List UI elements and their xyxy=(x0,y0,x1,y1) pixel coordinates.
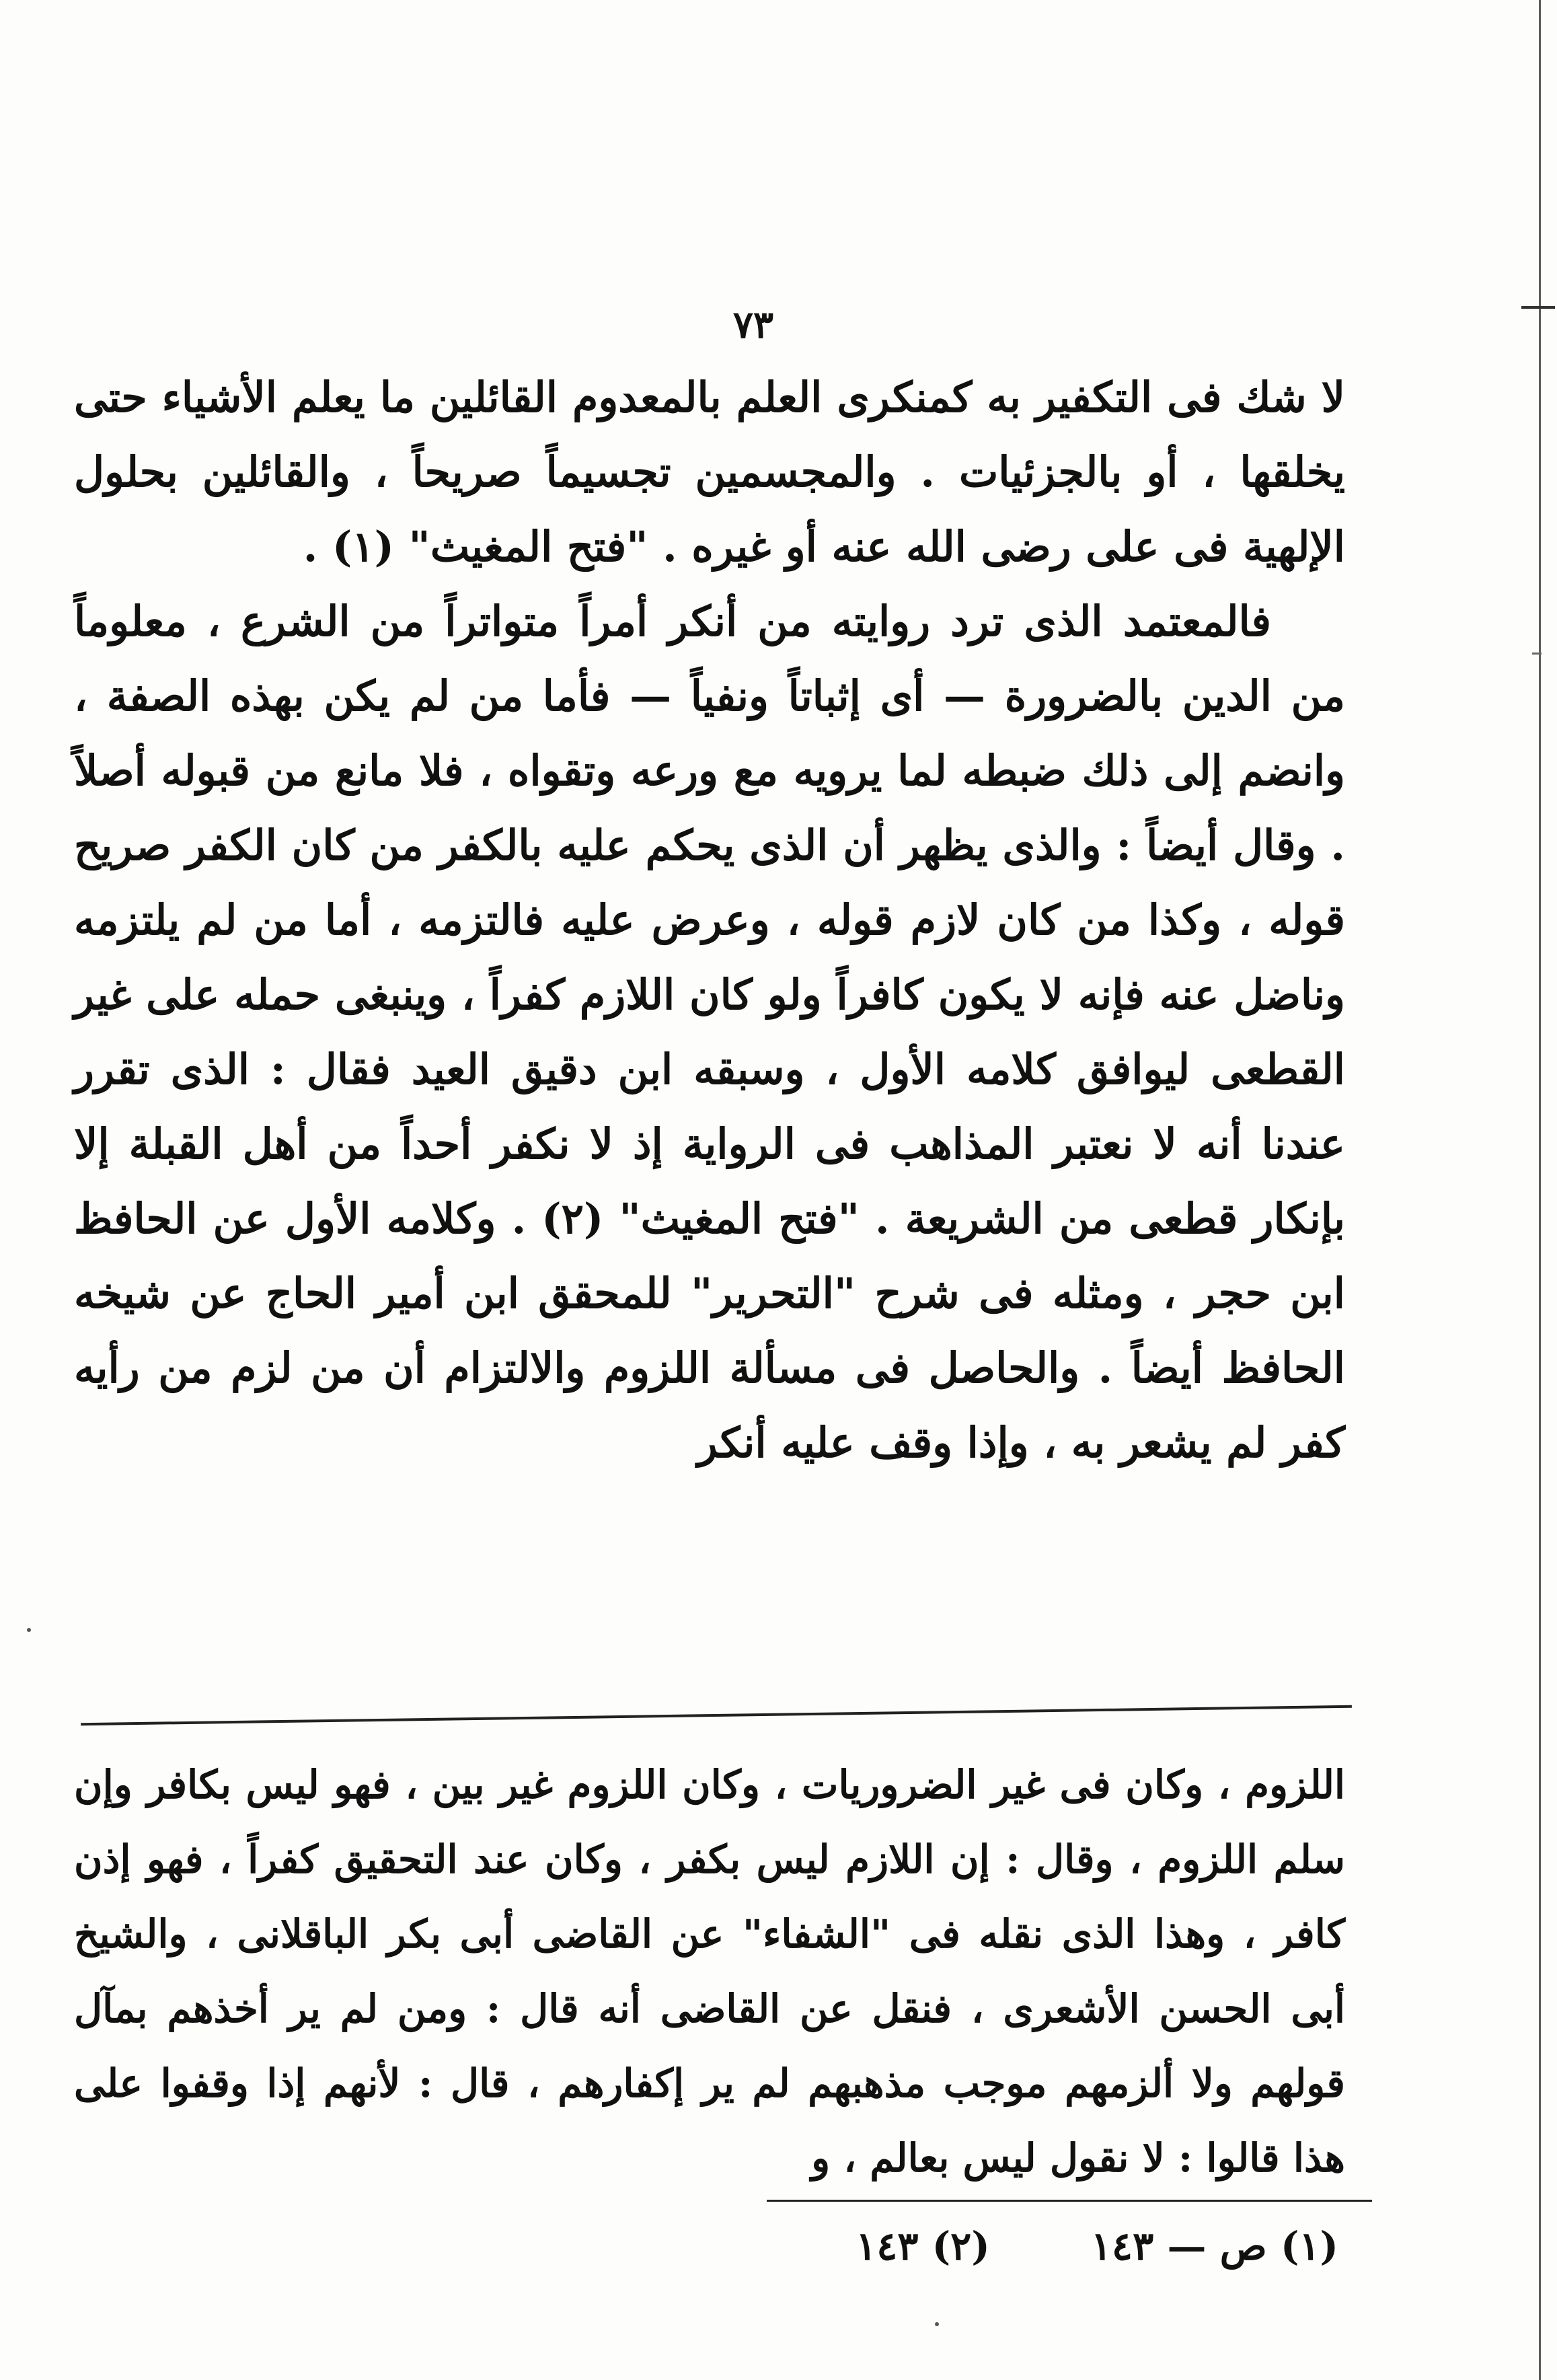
page-edge-tick xyxy=(1521,306,1555,309)
page-edge-dash xyxy=(1532,653,1542,655)
footnotes xyxy=(686,2223,1338,2269)
underline-rule xyxy=(81,1705,1352,1725)
scan-speck xyxy=(27,1628,31,1632)
paragraph-1: لا شك فى التكفير به كمنكرى العلم بالمعدوم القائلين ما يعلم الأشياء حتى يخلقها ، أو بالجزئيات . والمجسمين تجسيماً صريحاً ، والقائلين بحلول الإلهية فى على رضى الله عنه أو غيره . "فتح المغيث" (١) . xyxy=(74,373,1345,571)
page-number: ٧٣ xyxy=(732,303,774,347)
footnote-1: (١) ص — ١٤٣ xyxy=(1090,2223,1338,2269)
paragraph-2: فالمعتمد الذى ترد روايته من أنكر أمراً متواتراً من الشرع ، معلوماً من الدين بالضرورة — أى إثباتاً ونفياً — فأما من لم يكن بهذه الصفة ، وانضم إلى ذلك ضبطه لما يرويه مع ورعه وتقواه ، فلا مانع من قبوله أصلاً . وقال أيضاً : والذى يظهر أن الذى يحكم عليه بالكفر من كان الكفر صريح قوله ، وكذا من كان لازم قوله ، وعرض عليه فالتزمه ، أما من لم يلتزمه وناضل عنه فإنه لا يكون كافراً ولو كان اللازم كفراً ، وينبغى حمله على غير القطعى ليوافق كلامه الأول ، وسبقه ابن دقيق العيد فقال : الذى تقرر عندنا أنه لا نعتبر المذاهب فى الرواية إذ لا نكفر أحداً من أهل القبلة إلا بإنكار قطعى من الشريعة . "فتح المغيث" (٢) . وكلامه الأول عن الحافظ ابن حجر ، ومثله فى شرح "التحرير" للمحقق ابن أمير الحاج عن شيخه الحافظ أيضاً . والحاصل فى مسألة اللزوم والالتزام أن من لزم من رأيه كفر لم يشعر به ، وإذا وقف عليه أنكر xyxy=(74,597,1346,1467)
scan-speck xyxy=(935,2322,939,2326)
main-text-block xyxy=(74,360,1345,1480)
lower-text-block xyxy=(74,1748,1345,2196)
paragraph-3: اللزوم ، وكان فى غير الضروريات ، وكان اللزوم غير بين ، فهو ليس بكافر وإن سلم اللزوم ، وقال : إن اللازم ليس بكفر ، وكان عند التحقيق كفراً ، فهو إذن كافر ، وهذا الذى نقله فى "الشفاء" عن القاضى أبى بكر الباقلانى ، والشيخ أبى الحسن الأشعرى ، فنقل عن القاضى أنه قال : ومن لم ير أخذهم بمآل قولهم ولا ألزمهم موجب مذهبهم لم ير إكفارهم ، قال : لأنهم إذا وقفوا على هذا قالوا : لا نقول ليس بعالم ، و xyxy=(74,1762,1345,2181)
page-edge-line xyxy=(1539,0,1541,2380)
footnote-2: (٢) ١٤٣ xyxy=(856,2223,990,2269)
footnote-separator xyxy=(767,2200,1372,2202)
